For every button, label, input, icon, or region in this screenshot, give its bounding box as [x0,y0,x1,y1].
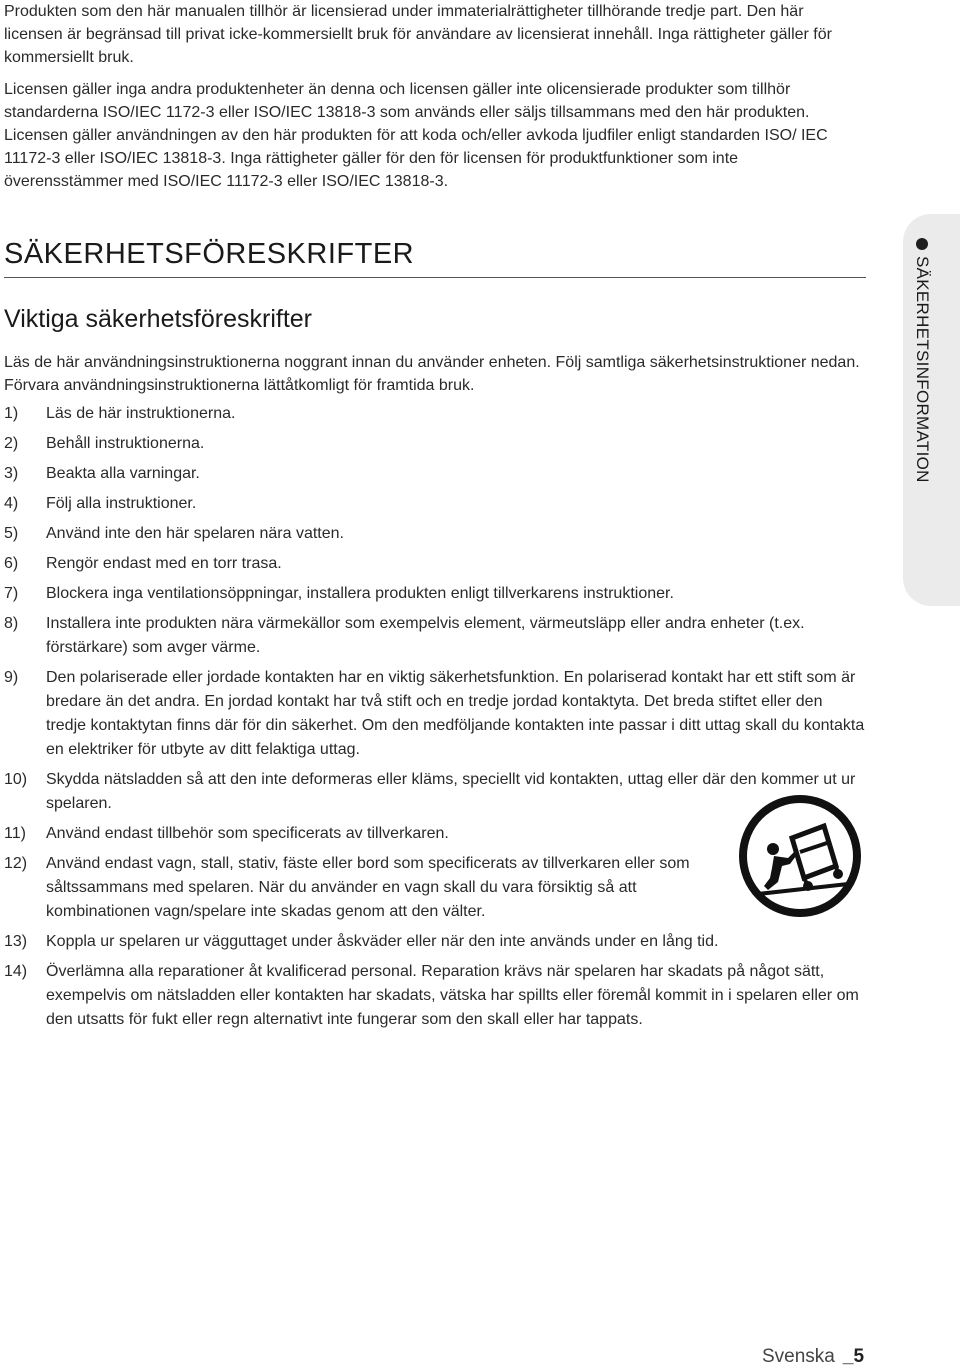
list-item [4,582,866,606]
list-item [4,852,866,924]
license-scope-paragraph: Licensen gäller inga andra produktenheter än denna och licensen gäller inte olicensierade produkter som tillhör standarderna ISO/IEC 1172-3 eller ISO/IEC 13818-3 som används eller säljs tillsammans med den här produkten. Licensen gäller användningen av den här produkten för att koda och/eller avkoda ljudfiler enligt standarden ISO/ IEC 11172-3 eller ISO/IEC 13818-3. Inga rättigheter gäller för den för licensen för produktfunktioner som inte överensstämmer med ISO/IEC 11172-3 eller ISO/IEC 13818-3. [4,81,828,190]
item-text: Installera inte produkten nära värmekällor som exempelvis element, värmeutsläpp eller andra enheter (t.ex. förstärkare) som avger värme. [46,615,805,656]
list-item [4,666,866,762]
license-intro-paragraph: Produkten som den här manualen tillhör är licensierad under immaterialrättigheter tillhörande tredje part. Den här licensen är begränsad till privat icke-kommersiellt bruk för användare av licensierat innehåll. Inga rättigheter gäller för kommersiellt bruk. [4,3,832,66]
page-number: _5 [842,1346,865,1367]
item-text: Rengör endast med en torr trasa. [46,555,282,572]
item-text: Följ alla instruktioner. [46,495,197,512]
item-text: Läs de här instruktionerna. [46,405,236,422]
list-item [4,552,866,576]
item-text: Använd inte den här spelaren nära vatten. [46,525,344,542]
item-number: 6) [4,555,19,572]
item-text: Behåll instruktionerna. [46,435,205,452]
item-text: Beakta alla varningar. [46,465,200,482]
section-title: SÄKERHETSFÖRESKRIFTER [4,236,866,278]
page-footer [762,1346,864,1368]
item-number: 7) [4,585,19,602]
list-item [4,462,866,486]
safety-instruction-list [4,402,866,1038]
item-number: 4) [4,495,19,512]
item-number: 3) [4,465,19,482]
item-text: Blockera inga ventilationsöppningar, installera produkten enligt tillverkarens instruktioner. [46,585,674,602]
list-item [4,960,866,1032]
instructions-intro: Läs de här användningsinstruktionerna noggrant innan du använder enheten. Följ samtliga säkerhetsinstruktioner nedan. Förvara användningsinstruktionerna lättåtkomligt för framtida bruk. [4,354,860,394]
list-item [4,930,866,954]
item-text: Använd endast vagn, stall, stativ, fäste eller bord som specificerats av tillverkaren eller som såltssammans med spelaren. När du använder en vagn skall du vara försiktig så att kombinationen vagn/spelare inte skadas genom att den välter. [46,855,690,920]
item-number: 14) [4,963,28,980]
item-number: 2) [4,435,19,452]
list-item [4,612,866,660]
list-item [4,522,866,546]
item-text: Använd endast tillbehör som specificerats av tillverkaren. [46,825,449,842]
list-item [4,432,866,456]
footer-language: Svenska [762,1346,835,1367]
item-number: 12) [4,855,28,872]
section-side-tab [903,214,960,606]
list-item [4,768,866,816]
item-text: Koppla ur spelaren ur vägguttaget under åskväder eller när den inte används under en lång tid. [46,933,719,950]
item-number: 5) [4,525,19,542]
item-text: Överlämna alla reparationer åt kvalificerad personal. Reparation krävs när spelaren har skadats på något sätt, exempelvis om nätsladden eller kontakten har skadats, vätska har spillts eller föremål kommit in i spelaren eller om den utsatts för fukt eller regn alternativt inte fungerar som den skall eller har tappats. [46,963,859,1028]
list-item [4,492,866,516]
list-item [4,402,866,426]
item-number: 10) [4,771,28,788]
side-tab-label: SÄKERHETSINFORMATION [913,256,932,483]
bullet-dot-icon [916,238,928,250]
item-text: Skydda nätsladden så att den inte deformeras eller kläms, speciellt vid kontakten, uttag eller där den kommer ut ur spelaren. [46,771,856,812]
item-number: 8) [4,615,19,632]
subsection-title: Viktiga säkerhetsföreskrifter [4,305,312,333]
item-number: 11) [4,825,26,842]
item-number: 13) [4,933,28,950]
list-item [4,822,866,846]
license-notice [4,0,860,193]
item-number: 9) [4,669,19,686]
cart-tip-over-warning-icon [738,794,862,918]
item-text: Den polariserade eller jordade kontakten har en viktig säkerhetsfunktion. En polariserad kontakt har ett stift som är bredare än det andra. En jordad kontakt har två stift och en tredje jordad kontaktyta. Det breda stiftet eller den tredje kontaktytan finns där för din säkerhet. Om den medföljande kontakten inte passar i ditt uttag skall du kontakta en elektriker för utbyte av ditt felaktiga uttag. [46,669,865,758]
item-number: 1) [4,405,19,422]
